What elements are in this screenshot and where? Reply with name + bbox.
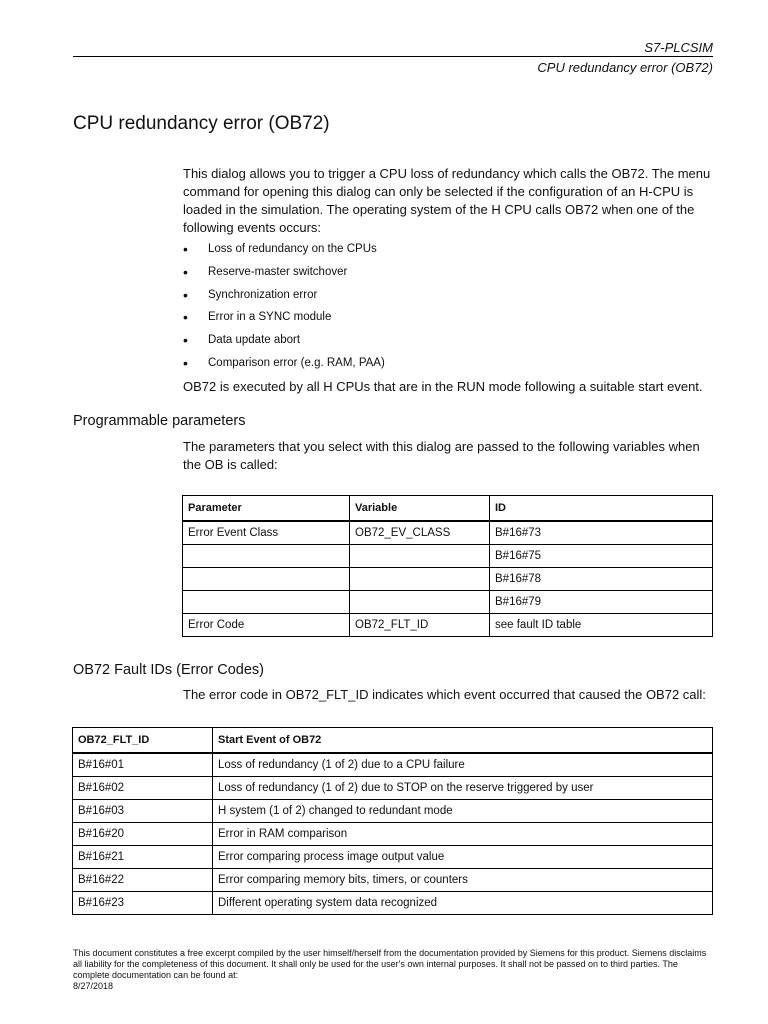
table-cell: B#16#02 (73, 777, 213, 800)
table-cell: Error Code (183, 614, 350, 637)
table-row (73, 823, 713, 846)
fault-table (72, 727, 713, 915)
table-cell: B#16#21 (73, 846, 213, 869)
list-item: • Reserve-master switchover (183, 263, 385, 286)
table-cell: B#16#03 (73, 800, 213, 823)
table-header-row (73, 728, 713, 754)
table-cell (183, 545, 350, 568)
fault-intro: The error code in OB72_FLT_ID indicates which event occurred that caused the OB72 call: (183, 687, 706, 702)
table-header-cell: Start Event of OB72 (213, 728, 713, 754)
table-row (73, 777, 713, 800)
table-row (183, 545, 713, 568)
table-cell: B#16#73 (490, 521, 713, 545)
table-row (73, 846, 713, 869)
table-cell: H system (1 of 2) changed to redundant mode (213, 800, 713, 823)
table-cell: OB72_EV_CLASS (350, 521, 490, 545)
footer (73, 948, 713, 992)
params-table (182, 495, 713, 637)
header-product: S7-PLCSIM (644, 40, 713, 55)
table-cell: B#16#22 (73, 869, 213, 892)
table-cell: Error comparing process image output value (213, 846, 713, 869)
page-title: CPU redundancy error (OB72) (73, 113, 330, 134)
table-row (73, 869, 713, 892)
table-row (183, 521, 713, 545)
table-row (183, 614, 713, 637)
table-cell: Error Event Class (183, 521, 350, 545)
table-cell (350, 591, 490, 614)
table-cell: Loss of redundancy (1 of 2) due to a CPU failure (213, 753, 713, 777)
header-section: CPU redundancy error (OB72) (537, 60, 713, 75)
table-cell (350, 568, 490, 591)
table-cell: B#16#75 (490, 545, 713, 568)
fault-heading: OB72 Fault IDs (Error Codes) (73, 662, 264, 678)
table-header-cell: Variable (350, 496, 490, 522)
table-cell (350, 545, 490, 568)
footer-date: 8/27/2018 (73, 981, 114, 991)
table-cell: Different operating system data recognized (213, 892, 713, 915)
table-cell: Loss of redundancy (1 of 2) due to STOP on the reserve triggered by user (213, 777, 713, 800)
table-row (73, 800, 713, 823)
list-item: • Data update abort (183, 331, 385, 354)
list-item: • Synchronization error (183, 286, 385, 309)
table-cell (183, 568, 350, 591)
header-rule (73, 56, 713, 57)
table-cell: B#16#01 (73, 753, 213, 777)
table-cell: B#16#20 (73, 823, 213, 846)
table-cell: Error in RAM comparison (213, 823, 713, 846)
table-header-cell: Parameter (183, 496, 350, 522)
table-header-row (183, 496, 713, 522)
table-cell (183, 591, 350, 614)
params-heading: Programmable parameters (73, 413, 246, 429)
table-row (183, 568, 713, 591)
table-header-cell: OB72_FLT_ID (73, 728, 213, 754)
list-item: • Loss of redundancy on the CPUs (183, 240, 385, 263)
table-header-cell: ID (490, 496, 713, 522)
table-row (73, 753, 713, 777)
table-row (73, 892, 713, 915)
event-list (183, 240, 385, 377)
table-row (183, 591, 713, 614)
table-cell: B#16#79 (490, 591, 713, 614)
table-cell: see fault ID table (490, 614, 713, 637)
footer-disclaimer: This document constitutes a free excerpt compiled by the user himself/herself from the documentation provided by Siemens for this product. Siemens disclaims all liability for the completeness of this document. It shall only be used for the user's own internal purposes. It shall not be passed on to third parties. The complete documentation can be found at: (73, 948, 707, 980)
params-intro: The parameters that you select with this dialog are passed to the following variables when the OB is called: (183, 439, 700, 472)
run-note: OB72 is executed by all H CPUs that are in the RUN mode following a suitable start event. (183, 379, 703, 394)
list-item: • Comparison error (e.g. RAM, PAA) (183, 354, 385, 377)
intro-paragraph: This dialog allows you to trigger a CPU loss of redundancy which calls the OB72. The menu command for opening this dialog can only be selected if the configuration of an H-CPU is loaded in the simulation. The operating system of the H CPU calls OB72 when one of the following events occurs: (183, 166, 711, 235)
table-cell: Error comparing memory bits, timers, or counters (213, 869, 713, 892)
table-cell: B#16#23 (73, 892, 213, 915)
table-cell: B#16#78 (490, 568, 713, 591)
table-cell: OB72_FLT_ID (350, 614, 490, 637)
list-item: • Error in a SYNC module (183, 308, 385, 331)
